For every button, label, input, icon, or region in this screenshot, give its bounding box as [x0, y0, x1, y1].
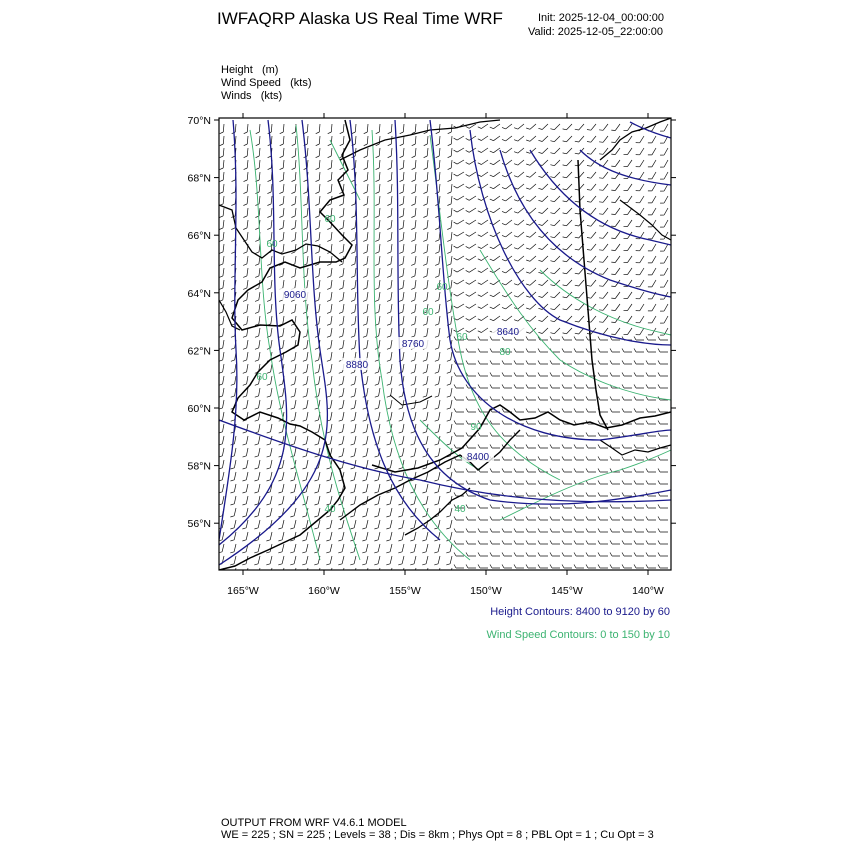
lat-label: 58°N	[187, 460, 211, 473]
wind-speed-contour-label: 60	[456, 332, 468, 343]
field-unit: (m)	[261, 64, 279, 76]
wind-speed-contour-label: 90	[470, 422, 482, 433]
wind-speed-contour-info: Wind Speed Contours: 0 to 150 by 10	[486, 629, 670, 641]
wind-speed-contour-label: 80	[499, 347, 511, 358]
lon-label: 165°W	[227, 585, 259, 597]
wind-speed-contour-label: 60	[324, 214, 336, 225]
field-unit: (kts)	[290, 77, 312, 89]
height-contour-label: 8760	[401, 339, 425, 350]
lat-label: 62°N	[187, 345, 211, 358]
height-contour-label: 8880	[345, 360, 369, 371]
lat-label: 60°N	[187, 403, 211, 415]
valid-time: Valid: 2025-12-05_22:00:00	[528, 26, 663, 38]
lon-label: 160°W	[308, 585, 340, 597]
wind-speed-contour-label: 40	[454, 504, 466, 515]
model-info-line2: WE = 225 ; SN = 225 ; Levels = 38 ; Dis = 8km ; Phys Opt = 8 ; PBL Opt = 1 ; Cu Opt = 3	[221, 829, 654, 841]
model-info-line1: OUTPUT FROM WRF V4.6.1 MODEL	[221, 817, 407, 829]
wind-speed-contour-label: 60	[266, 239, 278, 250]
lat-label: 66°N	[187, 230, 211, 243]
field-name: Wind Speed	[221, 77, 281, 89]
lon-label: 145°W	[551, 585, 583, 597]
map-title: IWFAQRP Alaska US Real Time WRF	[217, 9, 503, 28]
field-name: Height	[221, 64, 253, 76]
lon-label: 140°W	[632, 585, 664, 597]
height-contour-label: 9060	[283, 290, 307, 301]
lat-label: 70°N	[187, 115, 211, 127]
lon-label: 150°W	[470, 585, 502, 597]
height-contour-label: 8400	[466, 452, 490, 463]
lat-label: 56°N	[187, 518, 211, 531]
init-time: Init: 2025-12-04_00:00:00	[538, 12, 664, 24]
wind-speed-contour-label: 60	[256, 372, 268, 383]
wind-speed-contour-label: 40	[324, 504, 336, 515]
height-contour-info: Height Contours: 8400 to 9120 by 60	[490, 606, 670, 618]
height-contour-label: 8640	[496, 327, 520, 338]
field-name: Winds	[221, 90, 252, 102]
wind-speed-contour-label: 60	[436, 282, 448, 293]
lat-label: 68°N	[187, 172, 211, 185]
lat-label: 64°N	[187, 287, 211, 300]
wind-speed-contour-label: 60	[422, 307, 434, 318]
lon-label: 155°W	[389, 585, 421, 597]
field-unit: (kts)	[260, 90, 283, 102]
